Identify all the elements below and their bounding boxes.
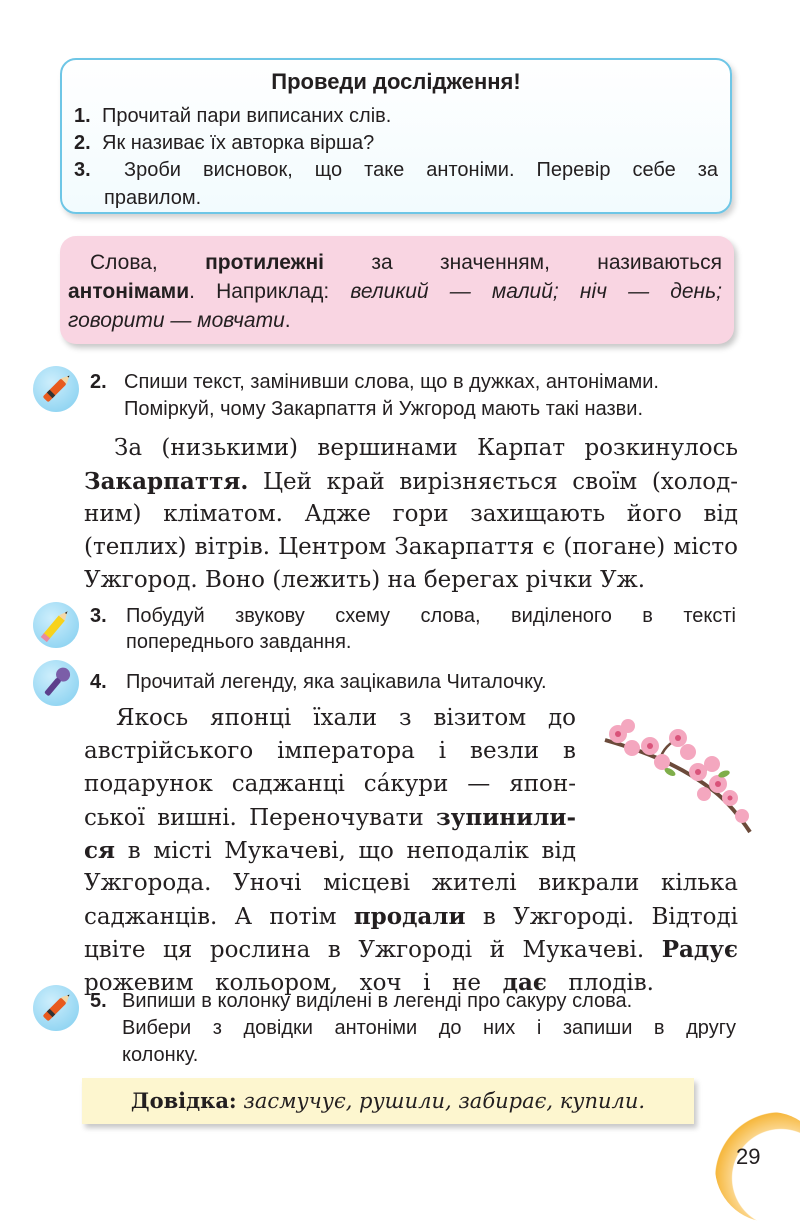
task-3-line-2: попереднього завдання. — [126, 631, 352, 653]
legend-line-9: рожевим кольором, хоч і не дає плодів. — [84, 969, 654, 996]
task-2-line-2: Поміркуй, чому Закарпаття й Ужгород мають такі назви. — [124, 398, 644, 420]
legend-line-5: ся в місті Мукачеві, що неподалік від — [84, 837, 576, 864]
hint-box — [82, 1078, 694, 1124]
research-item-2: 2. Як називає їх авторка вірша? — [74, 132, 375, 154]
task-2-text-line-4: (теплих) вітрів. Центром Закарпаття є (погане) місто — [84, 534, 738, 560]
task-5-line-2: Вибери з довідки антоніми до них і запиши в другу — [122, 1017, 736, 1039]
microphone-icon — [33, 660, 79, 706]
task-2-number: 2. — [90, 371, 107, 393]
task-3-line-1: Побудуй звукову схему слова, виділеного в тексті — [126, 605, 736, 627]
rule-box — [60, 236, 734, 344]
hint-words: засмучує, рушили, забирає, купили. — [243, 1089, 646, 1113]
task-2-line-1: Спиши текст, замінивши слова, що в дужках, антонімами. — [124, 371, 659, 393]
rule-line-1: Слова, протилежні за значенням, називаються — [90, 251, 722, 274]
task-5-number: 5. — [90, 990, 107, 1012]
task-5-line-3: колонку. — [122, 1044, 199, 1066]
task-4-line-1: Прочитай легенду, яка зацікавила Читалочку. — [126, 671, 547, 693]
legend-line-8: цвіте ця рослина в Ужгороді й Мукачеві. Радує — [84, 936, 738, 963]
pencil-icon — [33, 602, 79, 648]
legend-line-2: австрійського імператора і везли в — [84, 738, 576, 764]
research-box — [60, 58, 732, 214]
page-number: 29 — [736, 1144, 761, 1169]
task-2-text-line-3: ним) кліматом. Адже гори захищають його від — [84, 501, 738, 527]
research-item-3: 3. Зроби висновок, що таке антоніми. Перевір себе за — [74, 159, 719, 181]
legend-line-1: Якось японці їхали з візитом до — [116, 705, 576, 731]
legend-line-6: Ужгорода. Уночі місцеві жителі викрали кілька — [84, 870, 738, 896]
legend-line-3: подарунок саджанці са́кури — япон- — [84, 771, 576, 797]
task-5-line-1: Випиши в колонку виділені в легенді про сакуру слова. — [122, 990, 633, 1012]
rule-line-3: говорити — мовчати. — [68, 309, 291, 332]
research-title: Проведи дослідження! — [271, 69, 521, 94]
task-4-number: 4. — [90, 671, 107, 693]
hint-label: Довідка: — [130, 1088, 237, 1113]
pen-icon — [33, 985, 79, 1031]
research-item-3-cont: правилом. — [104, 187, 202, 209]
legend-line-4: ської вишні. Переночувати зупинили- — [84, 804, 576, 831]
task-3-number: 3. — [90, 605, 107, 627]
research-item-1: 1. Прочитай пари виписаних слів. — [74, 105, 392, 127]
rule-line-2: антонімами. Наприклад: великий — малий; ніч — день; — [68, 280, 722, 303]
pen-icon — [33, 366, 79, 412]
task-2-text-line-5: Ужгород. Воно (лежить) на берегах річки Уж. — [84, 567, 646, 593]
sakura-branch-illustration — [600, 712, 755, 837]
legend-line-7: саджанців. А потім продали в Ужгороді. Відтоді — [84, 903, 738, 930]
task-2-text-line-1: За (низькими) вершинами Карпат розкинулось — [114, 435, 738, 461]
task-2-text-line-2: Закарпаття. Цей край вирізняється своїм (холод- — [84, 468, 739, 495]
